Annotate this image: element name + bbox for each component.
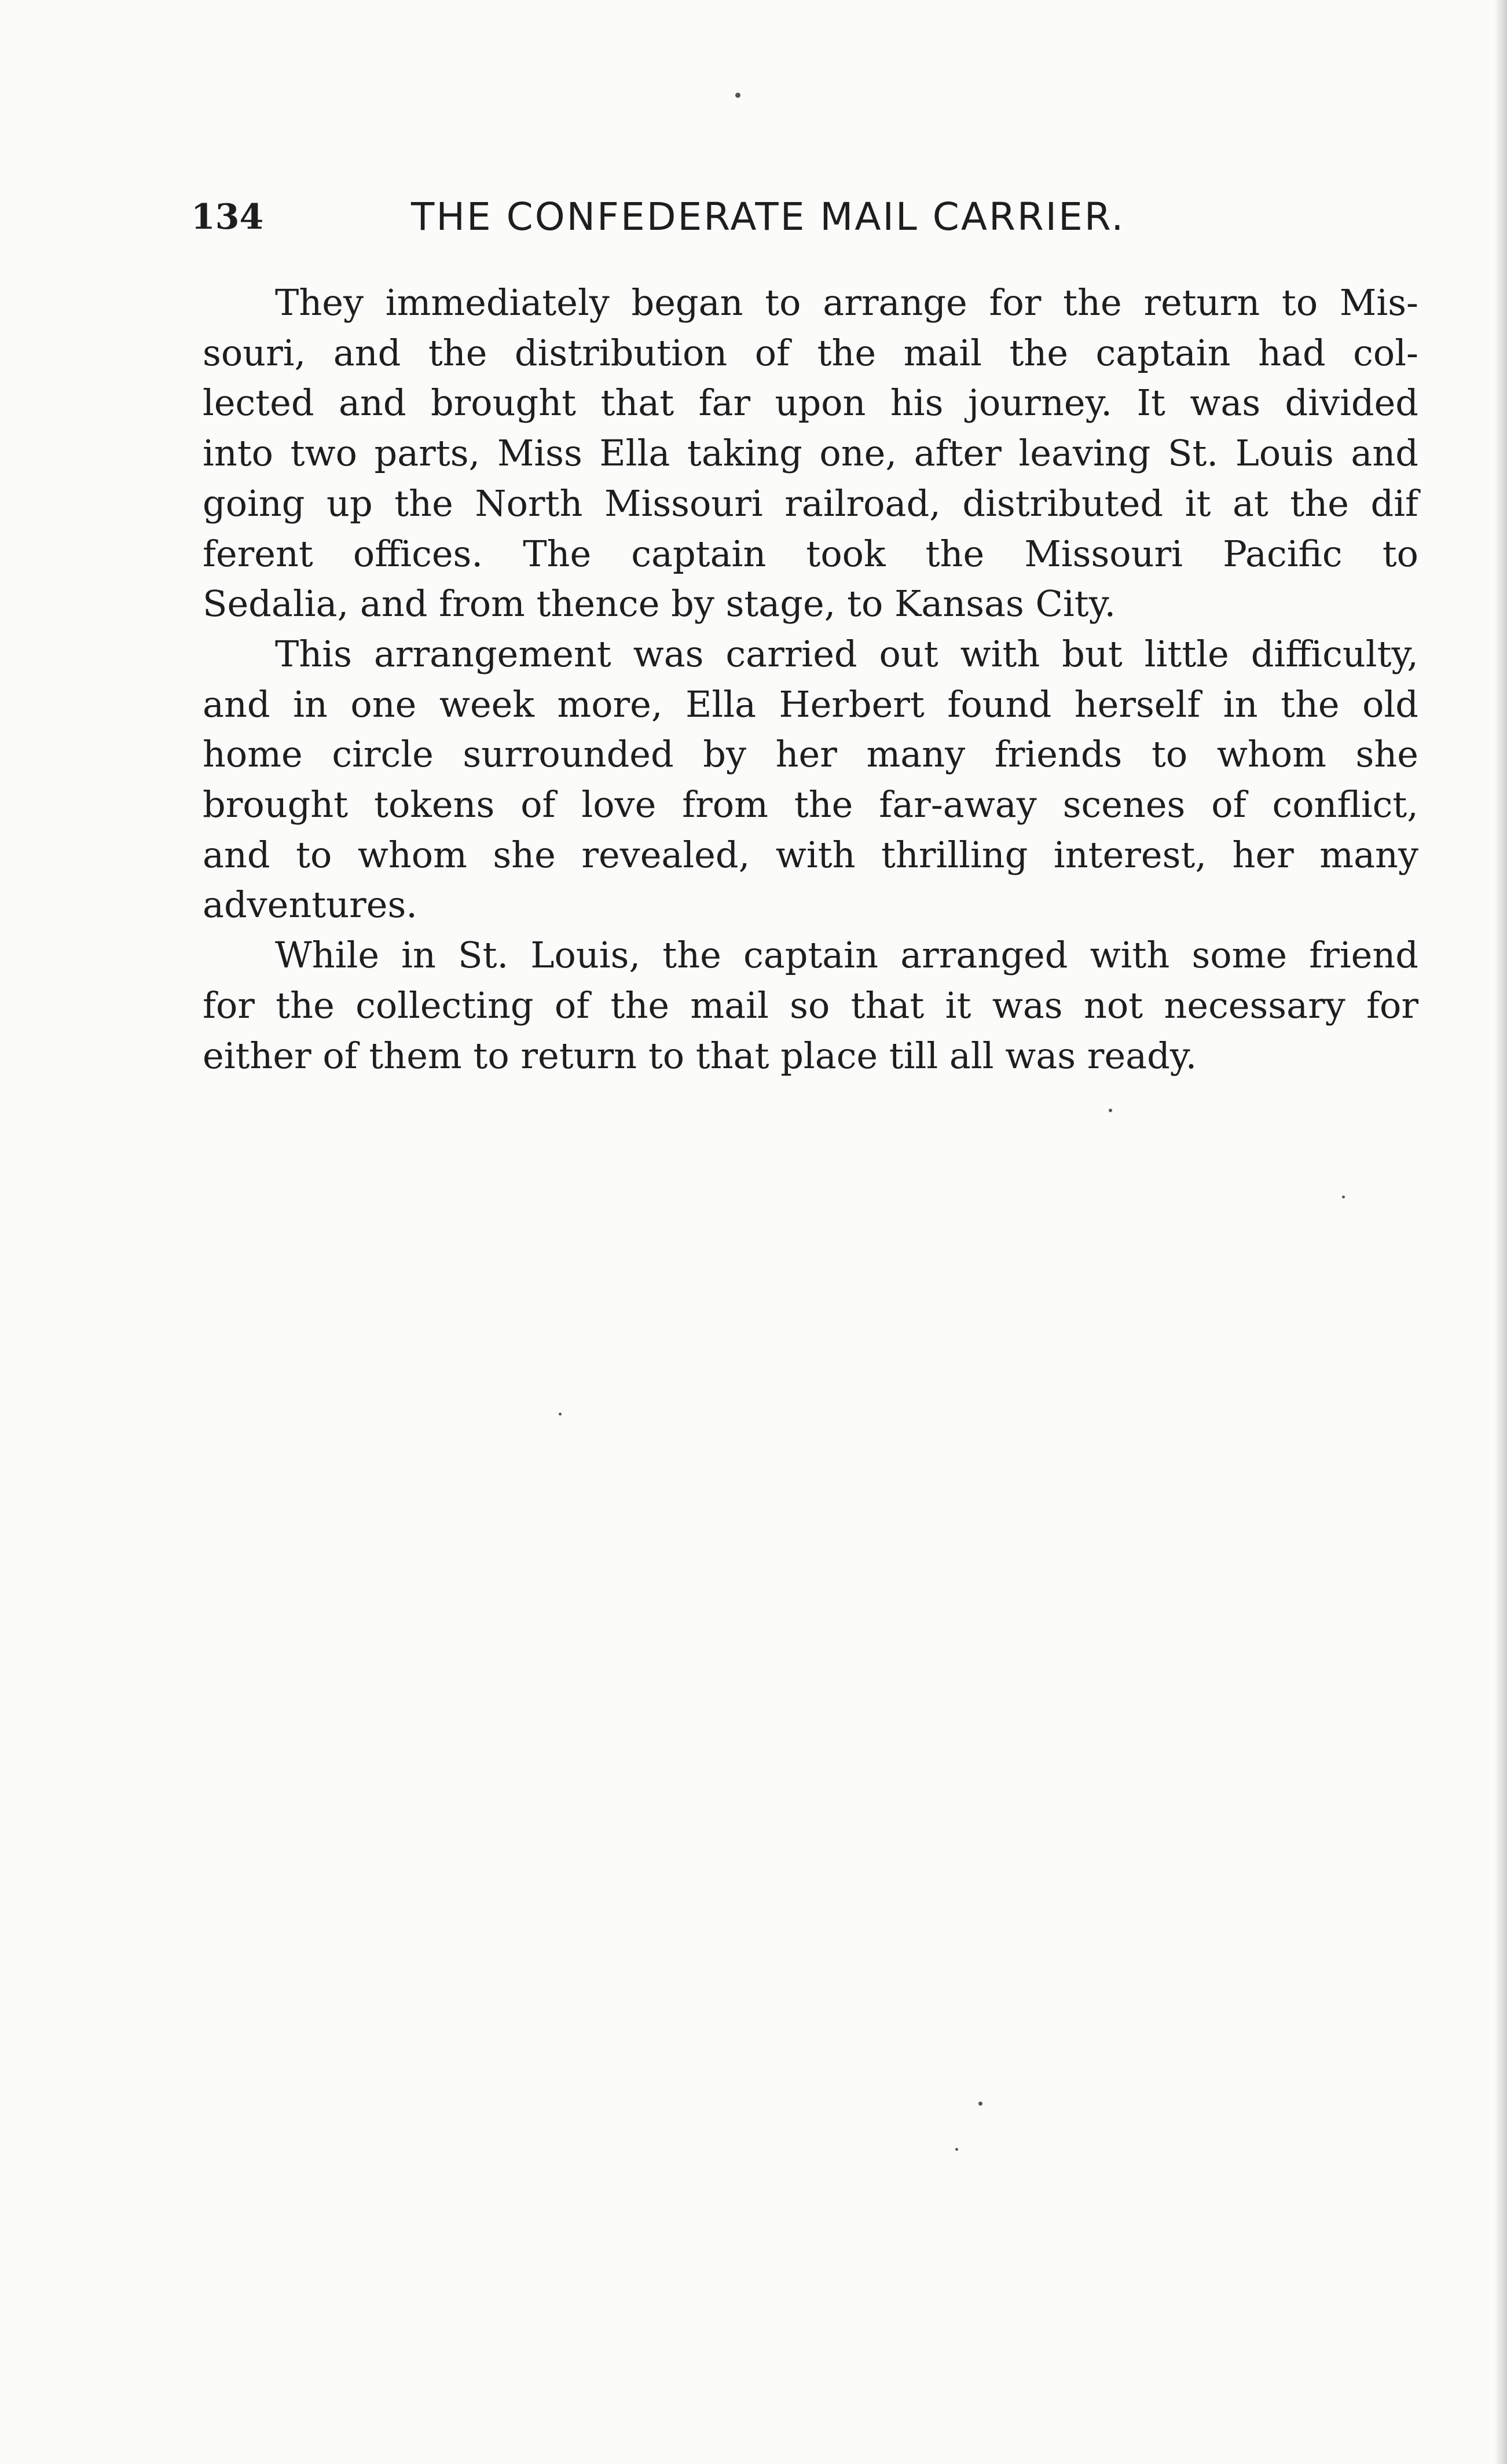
paragraph-2 xyxy=(203,629,1418,930)
scan-speck xyxy=(1342,1196,1345,1198)
text-line: adventures. xyxy=(203,883,418,926)
body-text xyxy=(203,278,1418,1081)
text-line: lected and brought that far upon his journey. It was divided xyxy=(203,382,1418,424)
text-line: They immediately began to arrange for the return to Mis- xyxy=(275,281,1418,324)
text-line: either of them to return to that place till all was ready. xyxy=(203,1034,1197,1077)
text-line: home circle surrounded by her many friends to whom she xyxy=(203,733,1418,776)
text-line: Sedalia, and from thence by stage, to Kansas City. xyxy=(203,582,1116,625)
text-line: This arrangement was carried out with but little difficulty, xyxy=(275,632,1418,675)
scan-speck xyxy=(559,1413,562,1416)
page-number: 134 xyxy=(191,197,264,237)
text-line: brought tokens of love from the far-away scenes of conflict, xyxy=(203,783,1418,826)
scan-speck xyxy=(955,2148,958,2151)
text-line: into two parts, Miss Ella taking one, after leaving St. Louis and xyxy=(203,432,1418,475)
text-line: ferent offices. The captain took the Missouri Pacific to xyxy=(203,532,1418,575)
page-edge-shadow xyxy=(1494,0,1507,2464)
text-line: and to whom she revealed, with thrilling interest, her many xyxy=(203,833,1418,876)
text-line: While in St. Louis, the captain arranged with some friend xyxy=(275,934,1418,977)
text-line: for the collecting of the mail so that it was not necessary for xyxy=(203,984,1418,1026)
paragraph-1 xyxy=(203,278,1418,629)
text-line: souri, and the distribution of the mail the captain had col- xyxy=(203,331,1418,374)
text-line: going up the North Missouri railroad, distributed it at the dif xyxy=(203,482,1418,525)
text-line: and in one week more, Ella Herbert found herself in the old xyxy=(203,683,1418,725)
scan-speck xyxy=(735,93,740,98)
scan-speck xyxy=(1109,1109,1112,1112)
scan-speck xyxy=(978,2102,982,2106)
page-header xyxy=(191,188,1418,246)
running-title: THE CONFEDERATE MAIL CARRIER. xyxy=(411,195,1125,239)
paragraph-3 xyxy=(203,930,1418,1081)
